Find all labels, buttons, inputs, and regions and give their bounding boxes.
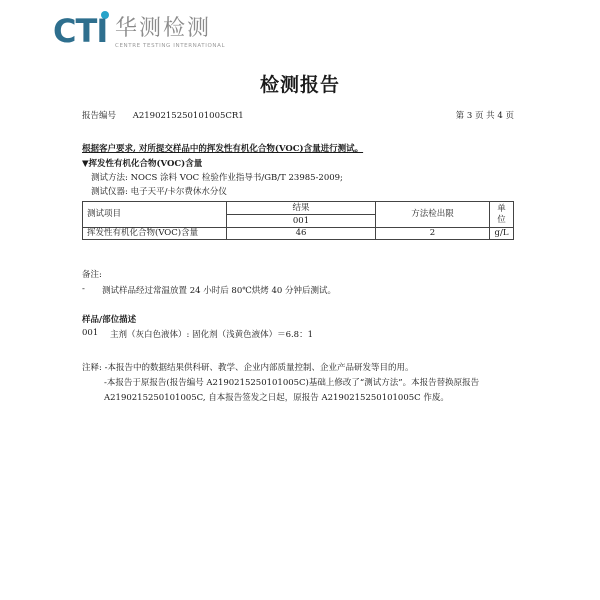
row-test-item: 挥发性有机化合物(VOC)含量 [83,228,227,240]
company-logo [53,11,233,53]
logo-chinese-name: 华测检测 [115,16,212,41]
remarks-dash: - [82,284,85,294]
notes-line-2: -本报告于原报告(报告编号 A2190215250101005C)基础上修改了“测试方法”。本报告替换原报告 [104,378,480,388]
test-method: 测试方法: NOCS 涂料 VOC 检验作业指导书/GB/T 23985-2009; [91,173,343,183]
row-result: 46 [227,228,376,240]
sample-description: 主剂（灰白色液体）: 固化剂（浅黄色液体）＝6.8：1 [110,330,313,340]
notes-line-1: 注释: -本报告中的数据结果供科研、教学、企业内部质量控制、企业产品研发等目的用。 [82,363,414,373]
header-test-item: 测试项目 [83,202,227,228]
logo-english-name: CENTRE TESTING INTERNATIONAL [115,43,226,49]
remarks-label: 备注: [82,270,102,280]
remarks-text: 测试样品经过常温放置 24 小时后 80℃烘烤 40 分钟后测试。 [102,286,336,296]
header-unit: 单位 [490,202,514,228]
row-unit: g/L [490,228,514,240]
voc-heading: ▼挥发性有机化合物(VOC)含量 [82,159,203,169]
report-number: A2190215250101005CR1 [132,111,244,121]
results-table [82,201,514,240]
test-instrument: 测试仪器: 电子天平/卡尔费休水分仪 [91,187,227,197]
table-header-row [83,202,514,215]
report-number-label: 报告编号 [82,111,117,121]
sample-description-heading: 样品/部位描述 [82,315,137,325]
row-detection-limit: 2 [376,228,490,240]
header-detection-limit: 方法检出限 [376,202,490,228]
header-result: 结果 [227,202,376,215]
logo-brand: CTI [53,12,108,50]
notes-line-3: A2190215250101005C, 自本报告签发之日起，原报告 A2190215250101005C 作废。 [104,393,449,403]
intro-statement: 根据客户要求, 对所提交样品中的挥发性有机化合物(VOC)含量进行测试。 [82,144,364,154]
page-info: 第 3 页 共 4 页 [455,111,514,121]
header-sample-id: 001 [227,215,376,228]
report-title: 检测报告 [259,74,340,96]
sample-id: 001 [82,328,99,338]
table-row [83,228,514,240]
